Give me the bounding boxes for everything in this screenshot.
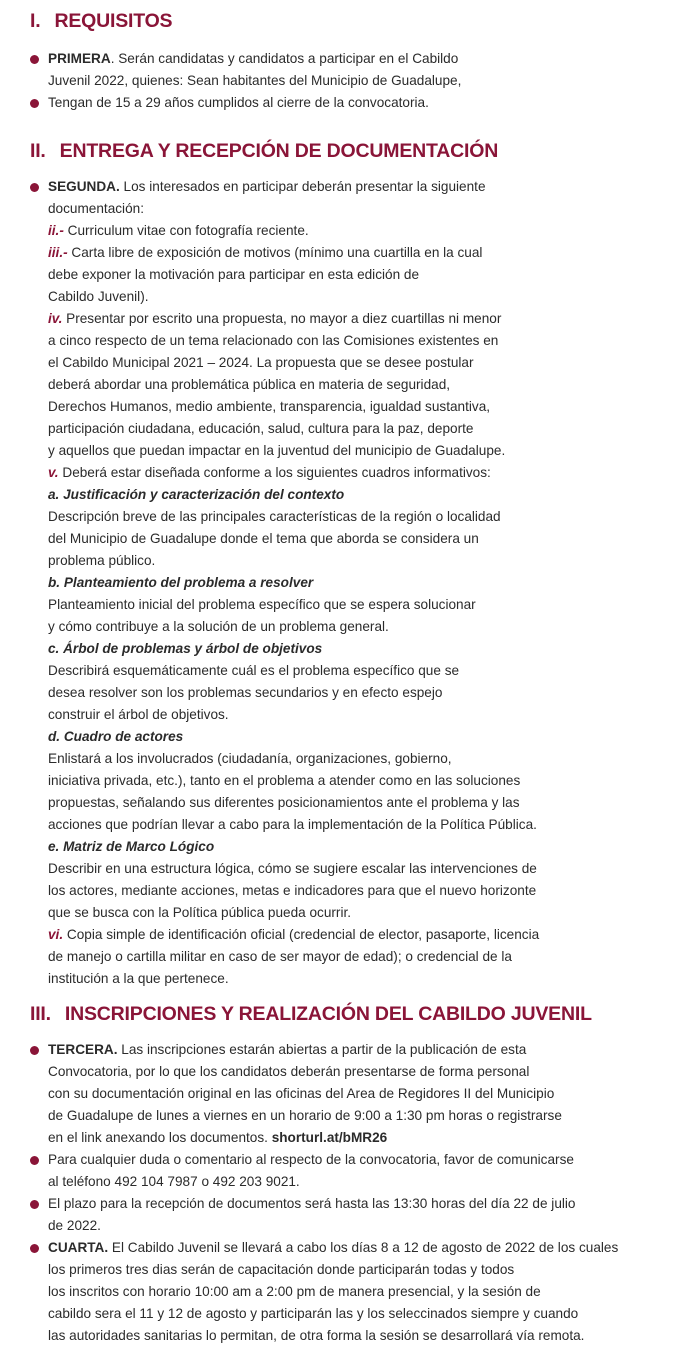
subsection-title: a. Justificación y caracterización del contexto xyxy=(48,487,345,502)
section-title: REQUISITOS xyxy=(54,10,173,32)
paragraph-line: institución a la que pertenece. xyxy=(48,971,229,986)
subsection-title: e. Matriz de Marco Lógico xyxy=(48,839,215,854)
paragraph-line: al teléfono 492 104 7987 o 492 203 9021. xyxy=(48,1174,300,1189)
paragraph-line xyxy=(48,1237,618,1259)
paragraph-line: Tengan de 15 a 29 años cumplidos al cierre de la convocatoria. xyxy=(48,95,429,110)
item-text: en el link anexando los documentos. xyxy=(48,1130,272,1145)
section-heading-inscripciones xyxy=(30,1003,592,1026)
paragraph-line: construir el árbol de objetivos. xyxy=(48,707,229,722)
clause-text: Los interesados en participar deberán presentar la siguiente xyxy=(119,179,486,194)
clause-text: . Serán candidatas y candidatos a participar en el Cabildo xyxy=(110,51,459,66)
roman-numeral: vi. xyxy=(48,927,64,942)
paragraph-line: los primeros tres dias serán de capacitación donde participarán todas y todos xyxy=(48,1262,515,1277)
paragraph-line: propuestas, señalando sus diferentes posicionamientos ante el problema y las xyxy=(48,795,520,810)
roman-numeral: v. xyxy=(48,465,59,480)
paragraph-line: El plazo para la recepción de documentos será hasta las 13:30 horas del día 22 de julio xyxy=(48,1196,576,1211)
paragraph-line: iniciativa privada, etc.), tanto en el problema a atender como en las soluciones xyxy=(48,773,521,788)
clause-label: TERCERA. xyxy=(48,1042,118,1057)
paragraph-line xyxy=(48,242,482,264)
paragraph-line: de manejo o cartilla militar en caso de ser mayor de edad); o credencial de la xyxy=(48,949,512,964)
paragraph-line: y cómo contribuye a la solución de un problema general. xyxy=(48,619,389,634)
paragraph-line: Describir en una estructura lógica, cómo se sugiere escalar las intervenciones de xyxy=(48,861,537,876)
paragraph-line: debe exponer la motivación para participar en esta edición de xyxy=(48,267,420,282)
paragraph-line: Juvenil 2022, quienes: Sean habitantes del Municipio de Guadalupe, xyxy=(48,73,462,88)
paragraph-line: de 2022. xyxy=(48,1218,101,1233)
item-text: Carta libre de exposición de motivos (mínimo una cuartilla en la cual xyxy=(67,245,483,260)
paragraph-line xyxy=(48,924,539,946)
paragraph-line xyxy=(48,1127,387,1149)
clause-label: CUARTA. xyxy=(48,1240,109,1255)
roman-numeral: iv. xyxy=(48,311,63,326)
bullet-icon xyxy=(30,1200,39,1209)
paragraph-line: Para cualquier duda o comentario al respecto de la convocatoria, favor de comunicarse xyxy=(48,1152,574,1167)
paragraph-line: el Cabildo Municipal 2021 – 2024. La propuesta que se desee postular xyxy=(48,355,474,370)
paragraph-line: del Municipio de Guadalupe donde el tema que aborda se considera un xyxy=(48,531,479,546)
paragraph-line: los actores, mediante acciones, metas e indicadores para que el nuevo horizonte xyxy=(48,883,537,898)
clause-text: El Cabildo Juvenil se llevará a cabo los días 8 a 12 de agosto de 2022 de los cuales xyxy=(108,1240,619,1255)
item-text: Curriculum vitae con fotografía reciente. xyxy=(63,223,309,238)
roman-numeral: iii.- xyxy=(48,245,68,260)
paragraph-line xyxy=(48,308,501,330)
paragraph-line: documentación: xyxy=(48,201,144,216)
section-number: II. xyxy=(30,140,46,162)
clause-text: Las inscripciones estarán abiertas a partir de la publicación de esta xyxy=(117,1042,527,1057)
paragraph-line xyxy=(48,220,309,242)
paragraph-line: los inscritos con horario 10:00 am a 2:00 pm de manera presencial, y la sesión de xyxy=(48,1284,541,1299)
paragraph-line: a cinco respecto de un tema relacionado con las Comisiones existentes en xyxy=(48,333,499,348)
section-heading-entrega xyxy=(30,140,498,163)
item-text: Presentar por escrito una propuesta, no mayor a diez cuartillas ni menor xyxy=(62,311,502,326)
paragraph-line: de Guadalupe de lunes a viernes en un horario de 9:00 a 1:30 pm horas o registrarse xyxy=(48,1108,562,1123)
paragraph-line: Derechos Humanos, medio ambiente, transparencia, igualdad sustantiva, xyxy=(48,399,491,414)
paragraph-line: con su documentación original en las oficinas del Area de Regidores II del Municipio xyxy=(48,1086,555,1101)
clause-label: SEGUNDA. xyxy=(48,179,120,194)
section-title: INSCRIPCIONES Y REALIZACIÓN DEL CABILDO JUVENIL xyxy=(64,1003,592,1025)
paragraph-line: y aquellos que puedan impactar en la juventud del municipio de Guadalupe. xyxy=(48,443,506,458)
subsection-title: c. Árbol de problemas y árbol de objetivos xyxy=(48,641,323,656)
registration-link[interactable]: shorturl.at/bMR26 xyxy=(271,1130,388,1145)
paragraph-line: las autoridades sanitarias lo permitan, de otra forma la sesión se desarrollará vía remota. xyxy=(48,1328,585,1343)
paragraph-line: desea resolver son los problemas secundarios y en efecto espejo xyxy=(48,685,443,700)
paragraph-line: problema público. xyxy=(48,553,156,568)
paragraph-line: Convocatoria, por lo que los candidatos deberán presentarse de forma personal xyxy=(48,1064,530,1079)
item-text: Deberá estar diseñada conforme a los siguientes cuadros informativos: xyxy=(58,465,491,480)
paragraph-line: Planteamiento inicial del problema específico que se espera solucionar xyxy=(48,597,476,612)
paragraph-line: Descripción breve de las principales características de la región o localidad xyxy=(48,509,501,524)
paragraph-line: Cabildo Juvenil). xyxy=(48,289,149,304)
bullet-icon xyxy=(30,183,39,192)
section-number: III. xyxy=(30,1003,51,1025)
roman-numeral: ii.- xyxy=(48,223,64,238)
paragraph-line: Enlistará a los involucrados (ciudadanía, organizaciones, gobierno, xyxy=(48,751,452,766)
paragraph-line: Describirá esquemáticamente cuál es el problema específico que se xyxy=(48,663,460,678)
section-heading-requisitos xyxy=(30,10,172,33)
section-number: I. xyxy=(30,10,41,32)
bullet-icon xyxy=(30,1244,39,1253)
subsection-title: d. Cuadro de actores xyxy=(48,729,184,744)
paragraph-line: cabildo sera el 11 y 12 de agosto y participarán las y los seleccinados siempre y cuando xyxy=(48,1306,579,1321)
paragraph-line xyxy=(48,48,458,70)
item-text: Copia simple de identificación oficial (credencial de elector, pasaporte, licencia xyxy=(63,927,540,942)
paragraph-line xyxy=(48,462,491,484)
paragraph-line xyxy=(48,176,486,198)
bullet-icon xyxy=(30,55,39,64)
paragraph-line xyxy=(48,1039,526,1061)
subsection-title: b. Planteamiento del problema a resolver xyxy=(48,575,314,590)
bullet-icon xyxy=(30,1046,39,1055)
paragraph-line: participación ciudadana, educación, salud, cultura para la paz, deporte xyxy=(48,421,474,436)
paragraph-line: deberá abordar una problemática pública en materia de seguridad, xyxy=(48,377,451,392)
paragraph-line: acciones que podrían llevar a cabo para la implementación de la Política Pública. xyxy=(48,817,537,832)
paragraph-line: que se busca con la Política pública pueda ocurrir. xyxy=(48,905,352,920)
section-title: ENTREGA Y RECEPCIÓN DE DOCUMENTACIÓN xyxy=(59,140,499,162)
clause-label: PRIMERA xyxy=(48,51,111,66)
bullet-icon xyxy=(30,99,39,108)
bullet-icon xyxy=(30,1156,39,1165)
